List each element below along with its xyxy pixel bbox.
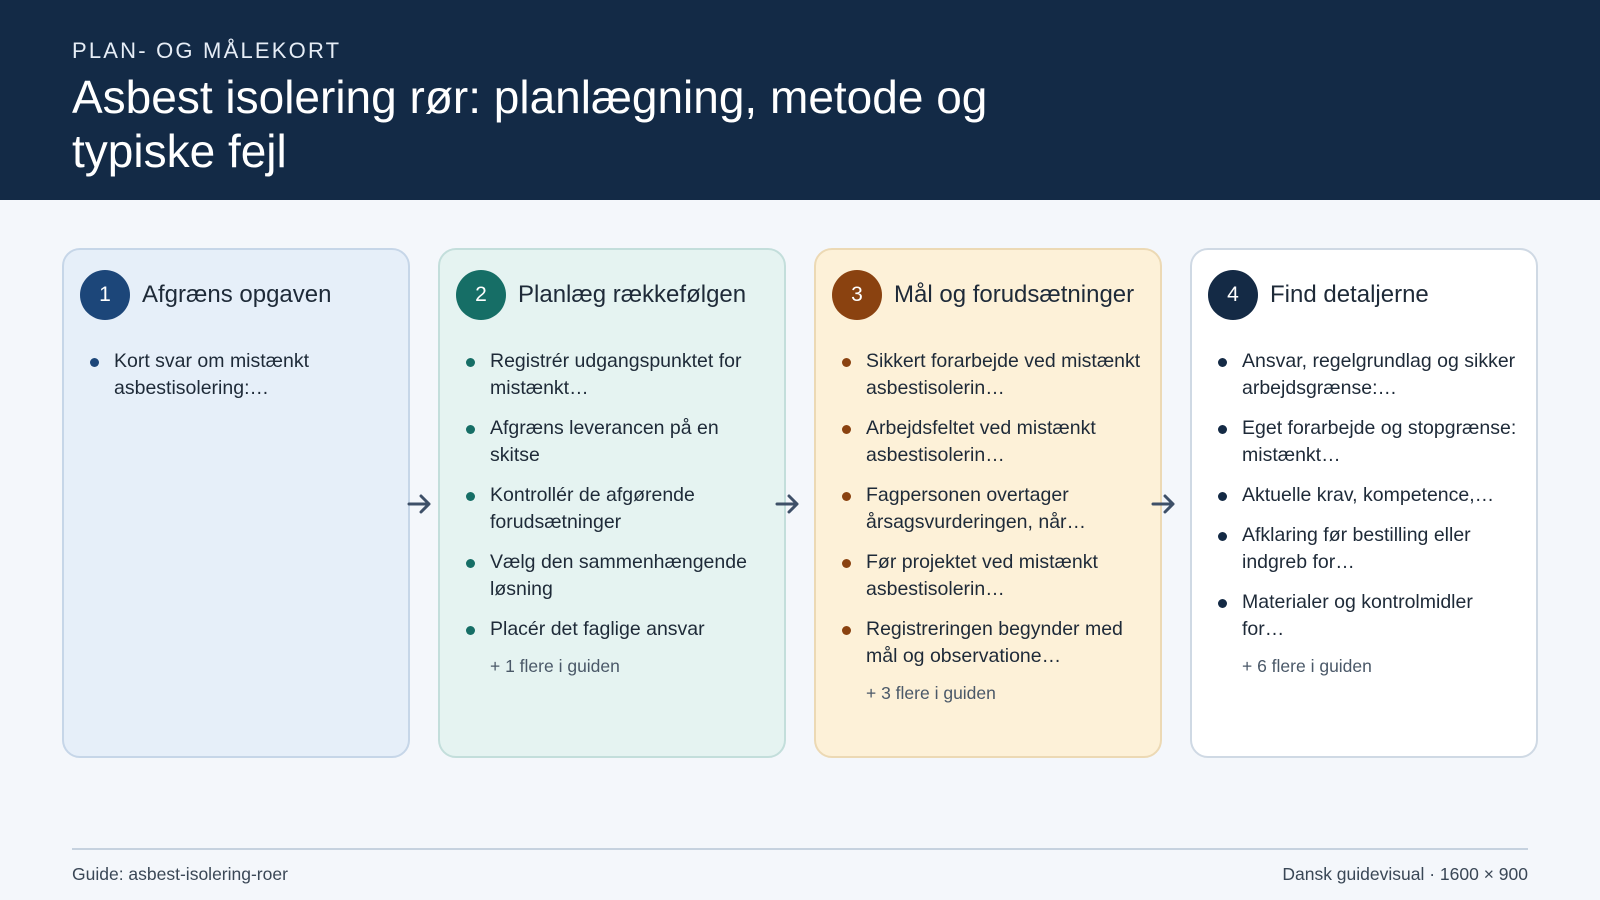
list-item — [832, 415, 1144, 469]
step-item-list — [832, 348, 1144, 670]
step-number-badge: 4 — [1208, 270, 1258, 320]
more-in-guide-link: + 3 flere i guiden — [866, 683, 996, 703]
bullet-icon — [1218, 358, 1227, 367]
bullet-icon — [842, 559, 851, 568]
list-item — [80, 348, 392, 402]
list-item — [1208, 482, 1520, 509]
list-item-text: Afklaring før bestilling eller indgreb for… — [1242, 524, 1471, 573]
step-card-header — [1208, 270, 1520, 320]
list-item-text: Registreringen begynder med mål og observatione… — [866, 618, 1123, 667]
list-item-text: Aktuelle krav, kompetence,… — [1242, 484, 1495, 506]
list-item — [832, 616, 1144, 670]
bullet-icon — [466, 492, 475, 501]
bullet-icon — [466, 425, 475, 434]
list-item-text: Materialer og kontrolmidler for… — [1242, 591, 1473, 640]
step-card-1 — [62, 248, 410, 758]
step-title: Find detaljerne — [1270, 281, 1429, 308]
step-title: Afgræns opgaven — [142, 281, 332, 308]
list-item-text: Fagpersonen overtager årsagsvurderingen, når… — [866, 484, 1087, 533]
list-item-text: Placér det faglige ansvar — [490, 618, 705, 640]
bullet-icon — [90, 358, 99, 367]
list-item-text: Eget forarbejde og stopgrænse: mistænkt… — [1242, 417, 1517, 466]
bullet-icon — [1218, 425, 1227, 434]
step-card-2 — [438, 248, 786, 758]
step-card-header — [456, 270, 768, 320]
list-item — [832, 348, 1144, 402]
bullet-icon — [842, 626, 851, 635]
bullet-icon — [842, 492, 851, 501]
list-item-text: Afgræns leverancen på en skitse — [490, 417, 719, 466]
bullet-icon — [842, 358, 851, 367]
page-title: Asbest isolering rør: planlægning, metode og typiske fejl — [72, 71, 988, 177]
header-banner — [0, 0, 1600, 200]
list-item — [456, 549, 768, 603]
bullet-icon — [466, 559, 475, 568]
bullet-icon — [1218, 492, 1227, 501]
list-item-text: Før projektet ved mistænkt asbestisolerin… — [866, 551, 1098, 600]
footer-divider — [72, 848, 1528, 850]
footer-format-label: Dansk guidevisual · 1600 × 900 — [1282, 864, 1528, 884]
step-number-badge: 1 — [80, 270, 130, 320]
step-card-header — [832, 270, 1144, 320]
bullet-icon — [466, 626, 475, 635]
list-item-text: Vælg den sammenhængende løsning — [490, 551, 747, 600]
eyebrow-label: PLAN- OG MÅLEKORT — [72, 38, 342, 63]
footer-guide-label: Guide: asbest-isolering-roer — [72, 864, 288, 884]
list-item-text: Sikkert forarbejde ved mistænkt asbestisolerin… — [866, 350, 1141, 399]
list-item — [832, 549, 1144, 603]
list-item — [456, 482, 768, 536]
list-item — [1208, 415, 1520, 469]
arrow-right-icon — [1150, 490, 1178, 518]
list-item — [832, 482, 1144, 536]
bullet-icon — [842, 425, 851, 434]
list-item — [456, 348, 768, 402]
step-number-badge: 2 — [456, 270, 506, 320]
more-in-guide-link: + 6 flere i guiden — [1242, 656, 1372, 676]
step-card-4 — [1190, 248, 1538, 758]
list-item-text: Kontrollér de afgørende forudsætninger — [490, 484, 695, 533]
step-number-badge: 3 — [832, 270, 882, 320]
list-item — [1208, 348, 1520, 402]
list-item-text: Arbejdsfeltet ved mistænkt asbestisolerin… — [866, 417, 1096, 466]
step-title: Mål og forudsætninger — [894, 281, 1135, 308]
list-item-text: Ansvar, regelgrundlag og sikker arbejdsgrænse:… — [1242, 350, 1516, 399]
step-item-list — [1208, 348, 1520, 643]
bullet-icon — [1218, 599, 1227, 608]
list-item-text: Registrér udgangspunktet for mistænkt… — [490, 350, 742, 399]
list-item-text: Kort svar om mistænkt asbestisolering:… — [114, 350, 310, 399]
list-item — [1208, 589, 1520, 643]
list-item — [1208, 522, 1520, 576]
bullet-icon — [466, 358, 475, 367]
list-item — [456, 415, 768, 469]
step-item-list — [456, 348, 768, 643]
step-title: Planlæg rækkefølgen — [518, 281, 747, 308]
step-card-header — [80, 270, 392, 320]
bullet-icon — [1218, 532, 1227, 541]
more-in-guide-link: + 1 flere i guiden — [490, 656, 620, 676]
arrow-right-icon — [774, 490, 802, 518]
step-item-list — [80, 348, 392, 402]
arrow-right-icon — [406, 490, 434, 518]
list-item — [456, 616, 768, 643]
step-card-3 — [814, 248, 1162, 758]
